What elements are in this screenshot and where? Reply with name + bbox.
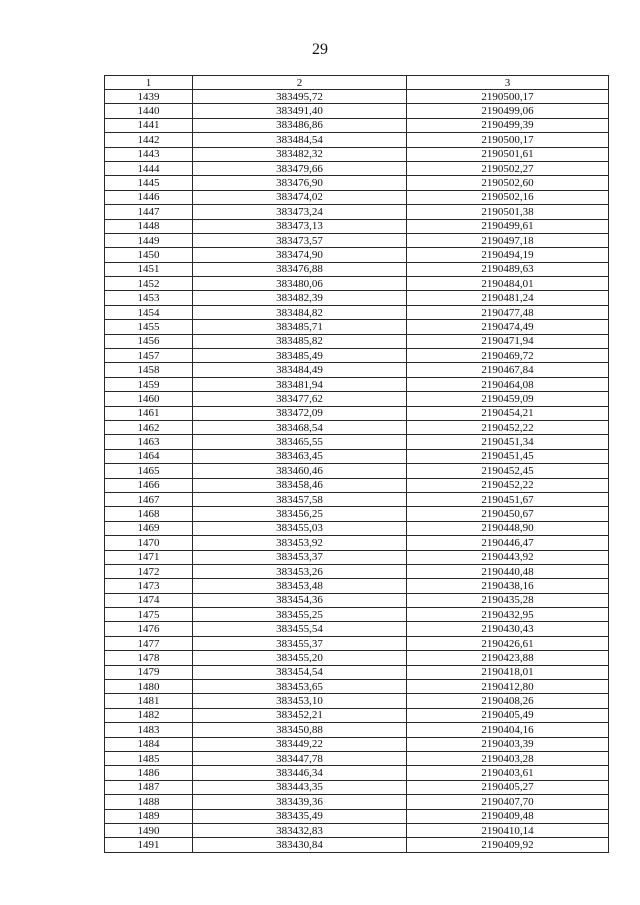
point-number-cell: 1470 [105, 536, 193, 550]
x-coordinate-cell: 383452,21 [193, 708, 407, 722]
point-number-cell: 1451 [105, 262, 193, 276]
y-coordinate-cell: 2190423,88 [407, 651, 609, 665]
column-header-1: 1 [105, 76, 193, 90]
point-number-cell: 1445 [105, 176, 193, 190]
y-coordinate-cell: 2190471,94 [407, 334, 609, 348]
table-row [105, 507, 609, 521]
x-coordinate-cell: 383479,66 [193, 161, 407, 175]
x-coordinate-cell: 383482,39 [193, 291, 407, 305]
point-number-cell: 1439 [105, 90, 193, 104]
table-row [105, 708, 609, 722]
point-number-cell: 1458 [105, 363, 193, 377]
y-coordinate-cell: 2190454,21 [407, 406, 609, 420]
y-coordinate-cell: 2190499,06 [407, 104, 609, 118]
x-coordinate-cell: 383463,45 [193, 449, 407, 463]
table-row [105, 291, 609, 305]
table-row [105, 521, 609, 535]
x-coordinate-cell: 383484,82 [193, 305, 407, 319]
y-coordinate-cell: 2190410,14 [407, 823, 609, 837]
x-coordinate-cell: 383468,54 [193, 420, 407, 434]
x-coordinate-cell: 383486,86 [193, 118, 407, 132]
y-coordinate-cell: 2190499,61 [407, 219, 609, 233]
point-number-cell: 1487 [105, 780, 193, 794]
table-row [105, 334, 609, 348]
point-number-cell: 1457 [105, 349, 193, 363]
x-coordinate-cell: 383485,71 [193, 320, 407, 334]
x-coordinate-cell: 383484,49 [193, 363, 407, 377]
y-coordinate-cell: 2190502,60 [407, 176, 609, 190]
y-coordinate-cell: 2190469,72 [407, 349, 609, 363]
y-coordinate-cell: 2190459,09 [407, 392, 609, 406]
table-row [105, 262, 609, 276]
page-number: 29 [312, 41, 328, 58]
table-row [105, 809, 609, 823]
y-coordinate-cell: 2190403,39 [407, 737, 609, 751]
point-number-cell: 1482 [105, 708, 193, 722]
table-row [105, 406, 609, 420]
point-number-cell: 1460 [105, 392, 193, 406]
x-coordinate-cell: 383485,49 [193, 349, 407, 363]
table-row [105, 680, 609, 694]
point-number-cell: 1485 [105, 751, 193, 765]
table-row [105, 233, 609, 247]
y-coordinate-cell: 2190418,01 [407, 665, 609, 679]
y-coordinate-cell: 2190502,27 [407, 161, 609, 175]
x-coordinate-cell: 383476,88 [193, 262, 407, 276]
table-row [105, 118, 609, 132]
x-coordinate-cell: 383481,94 [193, 377, 407, 391]
x-coordinate-cell: 383450,88 [193, 723, 407, 737]
point-number-cell: 1469 [105, 521, 193, 535]
x-coordinate-cell: 383453,10 [193, 694, 407, 708]
y-coordinate-cell: 2190432,95 [407, 608, 609, 622]
table-row [105, 723, 609, 737]
x-coordinate-cell: 383430,84 [193, 838, 407, 852]
table-row [105, 838, 609, 852]
y-coordinate-cell: 2190497,18 [407, 233, 609, 247]
y-coordinate-cell: 2190451,45 [407, 449, 609, 463]
x-coordinate-cell: 383455,03 [193, 521, 407, 535]
x-coordinate-cell: 383455,37 [193, 636, 407, 650]
x-coordinate-cell: 383474,90 [193, 248, 407, 262]
point-number-cell: 1455 [105, 320, 193, 334]
point-number-cell: 1461 [105, 406, 193, 420]
table-row [105, 449, 609, 463]
point-number-cell: 1484 [105, 737, 193, 751]
x-coordinate-cell: 383485,82 [193, 334, 407, 348]
x-coordinate-cell: 383447,78 [193, 751, 407, 765]
x-coordinate-cell: 383435,49 [193, 809, 407, 823]
x-coordinate-cell: 383455,54 [193, 622, 407, 636]
y-coordinate-cell: 2190446,47 [407, 536, 609, 550]
table-row [105, 737, 609, 751]
table-row [105, 305, 609, 319]
point-number-cell: 1486 [105, 766, 193, 780]
y-coordinate-cell: 2190451,67 [407, 492, 609, 506]
x-coordinate-cell: 383453,65 [193, 680, 407, 694]
point-number-cell: 1446 [105, 190, 193, 204]
x-coordinate-cell: 383439,36 [193, 795, 407, 809]
table-row [105, 205, 609, 219]
table-header [105, 76, 609, 90]
y-coordinate-cell: 2190501,61 [407, 147, 609, 161]
table-row [105, 104, 609, 118]
table-row [105, 392, 609, 406]
x-coordinate-cell: 383455,25 [193, 608, 407, 622]
x-coordinate-cell: 383460,46 [193, 464, 407, 478]
y-coordinate-cell: 2190500,17 [407, 90, 609, 104]
y-coordinate-cell: 2190408,26 [407, 694, 609, 708]
x-coordinate-cell: 383474,02 [193, 190, 407, 204]
point-number-cell: 1491 [105, 838, 193, 852]
y-coordinate-cell: 2190500,17 [407, 133, 609, 147]
point-number-cell: 1483 [105, 723, 193, 737]
x-coordinate-cell: 383482,32 [193, 147, 407, 161]
y-coordinate-cell: 2190426,61 [407, 636, 609, 650]
x-coordinate-cell: 383472,09 [193, 406, 407, 420]
column-header-2: 2 [193, 76, 407, 90]
table-row [105, 823, 609, 837]
table-row [105, 277, 609, 291]
y-coordinate-cell: 2190464,08 [407, 377, 609, 391]
point-number-cell: 1481 [105, 694, 193, 708]
y-coordinate-cell: 2190405,49 [407, 708, 609, 722]
y-coordinate-cell: 2190481,24 [407, 291, 609, 305]
x-coordinate-cell: 383453,92 [193, 536, 407, 550]
table-row [105, 161, 609, 175]
y-coordinate-cell: 2190477,48 [407, 305, 609, 319]
point-number-cell: 1441 [105, 118, 193, 132]
y-coordinate-cell: 2190430,43 [407, 622, 609, 636]
y-coordinate-cell: 2190501,38 [407, 205, 609, 219]
y-coordinate-cell: 2190438,16 [407, 579, 609, 593]
x-coordinate-cell: 383446,34 [193, 766, 407, 780]
point-number-cell: 1467 [105, 492, 193, 506]
x-coordinate-cell: 383480,06 [193, 277, 407, 291]
point-number-cell: 1464 [105, 449, 193, 463]
table-row [105, 622, 609, 636]
x-coordinate-cell: 383476,90 [193, 176, 407, 190]
table-row [105, 564, 609, 578]
table-row [105, 133, 609, 147]
point-number-cell: 1478 [105, 651, 193, 665]
table-row [105, 377, 609, 391]
point-number-cell: 1453 [105, 291, 193, 305]
header-row [105, 76, 609, 90]
x-coordinate-cell: 383455,20 [193, 651, 407, 665]
table-row [105, 147, 609, 161]
coordinates-table [104, 75, 609, 853]
y-coordinate-cell: 2190407,70 [407, 795, 609, 809]
point-number-cell: 1480 [105, 680, 193, 694]
point-number-cell: 1476 [105, 622, 193, 636]
y-coordinate-cell: 2190409,92 [407, 838, 609, 852]
y-coordinate-cell: 2190499,39 [407, 118, 609, 132]
table-row [105, 536, 609, 550]
x-coordinate-cell: 383484,54 [193, 133, 407, 147]
x-coordinate-cell: 383443,35 [193, 780, 407, 794]
point-number-cell: 1462 [105, 420, 193, 434]
y-coordinate-cell: 2190448,90 [407, 521, 609, 535]
x-coordinate-cell: 383465,55 [193, 435, 407, 449]
x-coordinate-cell: 383473,57 [193, 233, 407, 247]
point-number-cell: 1444 [105, 161, 193, 175]
point-number-cell: 1447 [105, 205, 193, 219]
x-coordinate-cell: 383473,13 [193, 219, 407, 233]
table-row [105, 90, 609, 104]
y-coordinate-cell: 2190494,19 [407, 248, 609, 262]
table-row [105, 593, 609, 607]
y-coordinate-cell: 2190451,34 [407, 435, 609, 449]
point-number-cell: 1450 [105, 248, 193, 262]
x-coordinate-cell: 383453,26 [193, 564, 407, 578]
y-coordinate-cell: 2190405,27 [407, 780, 609, 794]
point-number-cell: 1490 [105, 823, 193, 837]
table-row [105, 478, 609, 492]
point-number-cell: 1488 [105, 795, 193, 809]
y-coordinate-cell: 2190450,67 [407, 507, 609, 521]
table-row [105, 248, 609, 262]
x-coordinate-cell: 383457,58 [193, 492, 407, 506]
table-row [105, 550, 609, 564]
table-row [105, 795, 609, 809]
x-coordinate-cell: 383454,36 [193, 593, 407, 607]
table-row [105, 190, 609, 204]
point-number-cell: 1463 [105, 435, 193, 449]
table-row [105, 176, 609, 190]
table-row [105, 665, 609, 679]
point-number-cell: 1475 [105, 608, 193, 622]
table-row [105, 363, 609, 377]
y-coordinate-cell: 2190452,22 [407, 478, 609, 492]
column-header-3: 3 [407, 76, 609, 90]
point-number-cell: 1449 [105, 233, 193, 247]
point-number-cell: 1442 [105, 133, 193, 147]
y-coordinate-cell: 2190452,45 [407, 464, 609, 478]
x-coordinate-cell: 383453,37 [193, 550, 407, 564]
x-coordinate-cell: 383456,25 [193, 507, 407, 521]
x-coordinate-cell: 383495,72 [193, 90, 407, 104]
table-row [105, 435, 609, 449]
point-number-cell: 1448 [105, 219, 193, 233]
table-row [105, 579, 609, 593]
point-number-cell: 1454 [105, 305, 193, 319]
y-coordinate-cell: 2190484,01 [407, 277, 609, 291]
x-coordinate-cell: 383491,40 [193, 104, 407, 118]
point-number-cell: 1471 [105, 550, 193, 564]
table-row [105, 766, 609, 780]
y-coordinate-cell: 2190403,61 [407, 766, 609, 780]
table-row [105, 420, 609, 434]
y-coordinate-cell: 2190440,48 [407, 564, 609, 578]
table-row [105, 608, 609, 622]
point-number-cell: 1472 [105, 564, 193, 578]
table-row [105, 492, 609, 506]
table-body [105, 90, 609, 853]
point-number-cell: 1456 [105, 334, 193, 348]
x-coordinate-cell: 383454,54 [193, 665, 407, 679]
table-row [105, 751, 609, 765]
table-row [105, 694, 609, 708]
table-row [105, 780, 609, 794]
y-coordinate-cell: 2190443,92 [407, 550, 609, 564]
x-coordinate-cell: 383477,62 [193, 392, 407, 406]
point-number-cell: 1466 [105, 478, 193, 492]
table-row [105, 219, 609, 233]
y-coordinate-cell: 2190502,16 [407, 190, 609, 204]
point-number-cell: 1489 [105, 809, 193, 823]
point-number-cell: 1477 [105, 636, 193, 650]
x-coordinate-cell: 383453,48 [193, 579, 407, 593]
point-number-cell: 1468 [105, 507, 193, 521]
table-row [105, 320, 609, 334]
point-number-cell: 1465 [105, 464, 193, 478]
point-number-cell: 1473 [105, 579, 193, 593]
table-row [105, 636, 609, 650]
point-number-cell: 1479 [105, 665, 193, 679]
y-coordinate-cell: 2190474,49 [407, 320, 609, 334]
point-number-cell: 1443 [105, 147, 193, 161]
y-coordinate-cell: 2190409,48 [407, 809, 609, 823]
x-coordinate-cell: 383432,83 [193, 823, 407, 837]
table-row [105, 651, 609, 665]
point-number-cell: 1440 [105, 104, 193, 118]
y-coordinate-cell: 2190435,28 [407, 593, 609, 607]
x-coordinate-cell: 383449,22 [193, 737, 407, 751]
y-coordinate-cell: 2190452,22 [407, 420, 609, 434]
y-coordinate-cell: 2190404,16 [407, 723, 609, 737]
x-coordinate-cell: 383473,24 [193, 205, 407, 219]
x-coordinate-cell: 383458,46 [193, 478, 407, 492]
y-coordinate-cell: 2190489,63 [407, 262, 609, 276]
table-row [105, 349, 609, 363]
y-coordinate-cell: 2190403,28 [407, 751, 609, 765]
table-row [105, 464, 609, 478]
y-coordinate-cell: 2190412,80 [407, 680, 609, 694]
point-number-cell: 1474 [105, 593, 193, 607]
point-number-cell: 1459 [105, 377, 193, 391]
y-coordinate-cell: 2190467,84 [407, 363, 609, 377]
point-number-cell: 1452 [105, 277, 193, 291]
